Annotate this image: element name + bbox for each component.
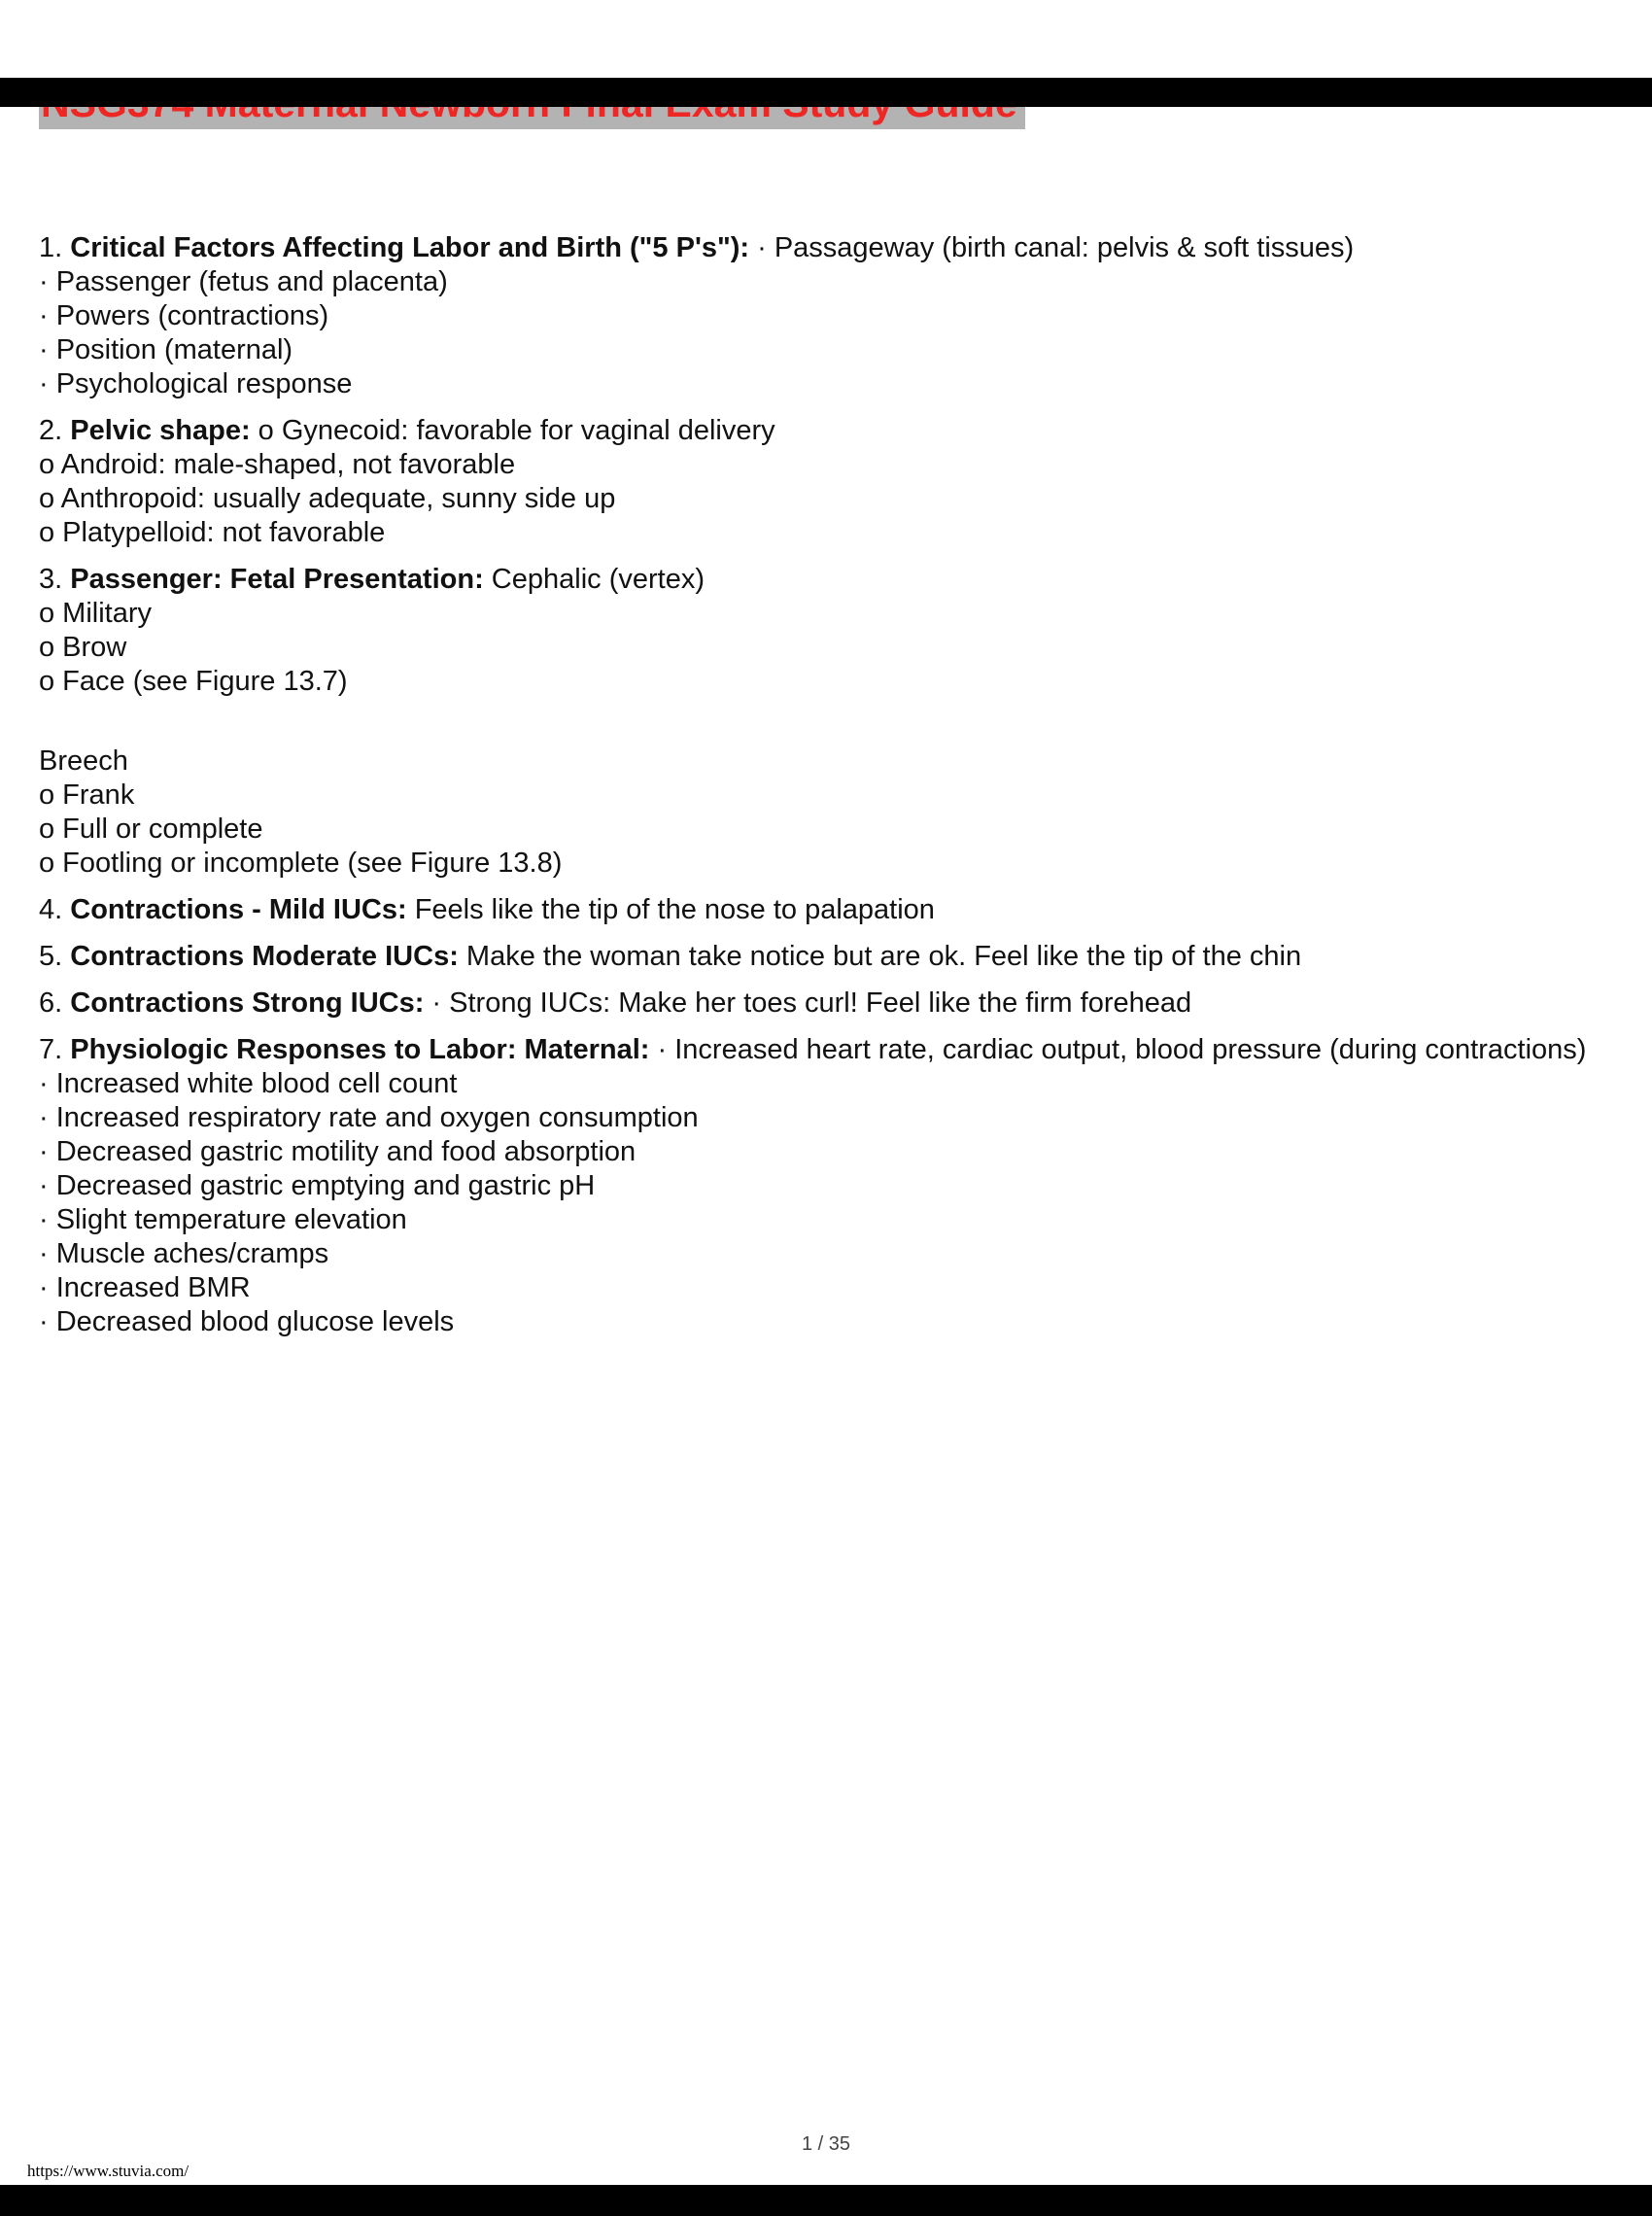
- item-line: · Position (maternal): [39, 334, 293, 365]
- study-guide-content: [0, 231, 1652, 1339]
- item-line: · Increased respiratory rate and oxygen consumption: [39, 1102, 699, 1133]
- document-page: [0, 78, 1652, 2180]
- item-line: · Decreased gastric motility and food absorption: [39, 1136, 637, 1167]
- item-number: 4.: [39, 894, 71, 925]
- item-heading-line: [39, 893, 1615, 927]
- item-line: o Full or complete: [39, 814, 263, 845]
- item-line: · Decreased blood glucose levels: [39, 1306, 455, 1337]
- item-line: o Anthropoid: usually adequate, sunny side up: [39, 483, 616, 514]
- item-lead-text: Make the woman take notice but are ok. Feel like the tip of the chin: [458, 941, 1302, 972]
- source-url-link[interactable]: https://www.stuvia.com/: [27, 2162, 189, 2180]
- item-line: · Decreased gastric emptying and gastric pH: [39, 1170, 596, 1201]
- item-heading-line: [39, 987, 1615, 1021]
- item-heading: Pelvic shape:: [70, 415, 251, 446]
- study-item-3: [39, 563, 1615, 699]
- study-item-4: [39, 893, 1615, 927]
- item-number: 2.: [39, 415, 71, 446]
- item-line: · Psychological response: [39, 368, 353, 399]
- item-heading: Contractions Moderate IUCs:: [70, 941, 459, 972]
- study-item-1: [39, 231, 1615, 401]
- item-line: · Increased white blood cell count: [39, 1068, 458, 1099]
- study-item-5: [39, 940, 1615, 974]
- item-heading: Contractions Strong IUCs:: [70, 987, 425, 1019]
- item-line: · Powers (contractions): [39, 300, 329, 331]
- item-number: 6.: [39, 987, 71, 1019]
- item-lead-text: o Gynecoid: favorable for vaginal delivery: [250, 415, 775, 446]
- item-line: o Platypelloid: not favorable: [39, 517, 386, 548]
- item-heading: Passenger: Fetal Presentation:: [70, 564, 484, 595]
- item-heading-line: [39, 563, 1615, 597]
- item-line: o Android: male-shaped, not favorable: [39, 449, 516, 480]
- item-heading-line: [39, 414, 1615, 448]
- item-line: · Slight temperature elevation: [39, 1204, 407, 1235]
- item-lead-text: · Increased heart rate, cardiac output, blood pressure (during contractions): [649, 1034, 1587, 1065]
- item-heading-line: [39, 1033, 1615, 1067]
- item-heading-line: [39, 744, 1615, 779]
- item-lead-text: · Strong IUCs: Make her toes curl! Feel like the firm forehead: [424, 987, 1192, 1019]
- item-line: o Military: [39, 598, 153, 629]
- item-number: 3.: [39, 564, 71, 595]
- study-item-2: [39, 414, 1615, 550]
- item-number: 1.: [39, 232, 71, 263]
- item-heading-line: [39, 940, 1615, 974]
- item-lead-text: · Passageway (birth canal: pelvis & soft tissues): [749, 232, 1355, 263]
- item-line: · Passenger (fetus and placenta): [39, 266, 448, 297]
- item-lead-text: Feels like the tip of the nose to palapation: [406, 894, 935, 925]
- page-number: 1 / 35: [801, 2133, 851, 2155]
- item-number: 7.: [39, 1034, 71, 1065]
- item-number: 5.: [39, 941, 71, 972]
- item-lead-text: Breech: [39, 745, 128, 777]
- item-heading: Critical Factors Affecting Labor and Birth ("5 P's"):: [70, 232, 750, 263]
- item-line: o Footling or incomplete (see Figure 13.8): [39, 848, 563, 879]
- item-line: o Face (see Figure 13.7): [39, 666, 348, 697]
- item-lead-text: Cephalic (vertex): [483, 564, 705, 595]
- item-line: · Increased BMR: [39, 1272, 251, 1303]
- study-item-7: [39, 1033, 1615, 1339]
- bottom-black-bar: [0, 2185, 1652, 2216]
- study-item-6: [39, 987, 1615, 1021]
- item-heading: Contractions - Mild IUCs:: [70, 894, 407, 925]
- item-line: o Brow: [39, 632, 127, 663]
- item-line: · Muscle aches/cramps: [39, 1238, 329, 1269]
- item-heading-line: [39, 231, 1615, 265]
- study-item-breech: [39, 744, 1615, 881]
- top-black-bar: [0, 78, 1652, 107]
- item-line: o Frank: [39, 779, 135, 811]
- item-heading: Physiologic Responses to Labor: Maternal:: [70, 1034, 650, 1065]
